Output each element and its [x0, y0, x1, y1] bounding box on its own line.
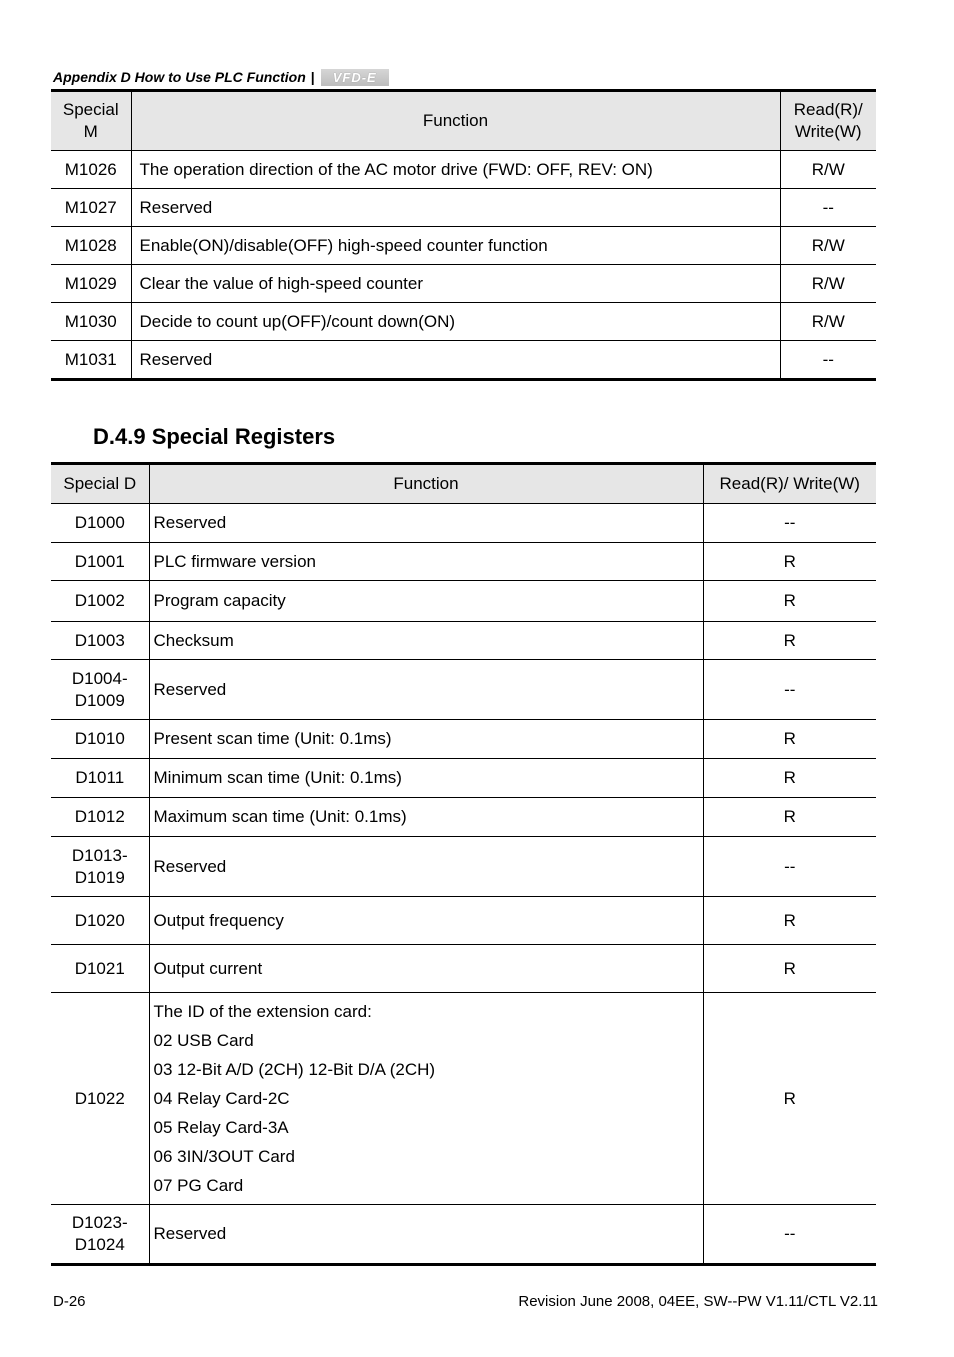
special-d-table [51, 462, 876, 1266]
d-rw: -- [703, 660, 876, 720]
table-row [51, 581, 876, 622]
list-item: 05 Relay Card-3A [153, 1118, 289, 1137]
m-function: Reserved [131, 341, 780, 380]
d-rw: R [703, 993, 876, 1205]
table-row [51, 151, 876, 189]
m-code: M1029 [51, 265, 131, 303]
m-rw: R/W [780, 151, 876, 189]
table-row [51, 897, 876, 945]
d-code: D1001 [51, 543, 149, 581]
d-function: Output current [149, 945, 703, 993]
m-code: M1030 [51, 303, 131, 341]
header-separator: | [310, 69, 315, 85]
table-row [51, 993, 876, 1205]
d-code: D1020 [51, 897, 149, 945]
table-row [51, 341, 876, 380]
page-number: D-26 [53, 1293, 86, 1310]
d-code: D1002 [51, 581, 149, 622]
d-code: D1011 [51, 759, 149, 798]
m-code: M1027 [51, 189, 131, 227]
table-row [51, 189, 876, 227]
table-row [51, 303, 876, 341]
table-row [51, 759, 876, 798]
d-code: D1023- D1024 [51, 1205, 149, 1265]
m-rw: -- [780, 189, 876, 227]
m-code: M1026 [51, 151, 131, 189]
list-item: 03 12-Bit A/D (2CH) 12-Bit D/A (2CH) [153, 1060, 436, 1079]
d-rw: R [703, 798, 876, 837]
header-special-d: Special D [51, 464, 149, 504]
special-m-table [51, 89, 876, 381]
d-function: Reserved [149, 837, 703, 897]
page-header [53, 66, 389, 88]
m-function: Reserved [131, 189, 780, 227]
d-function: Minimum scan time (Unit: 0.1ms) [149, 759, 703, 798]
list-item: 06 3IN/3OUT Card [153, 1147, 295, 1166]
d-rw: R [703, 622, 876, 660]
table-row [51, 265, 876, 303]
m-function: Decide to count up(OFF)/count down(ON) [131, 303, 780, 341]
d-function-list [149, 993, 703, 1205]
d-code: D1013- D1019 [51, 837, 149, 897]
table-row [51, 660, 876, 720]
d-code: D1022 [51, 993, 149, 1205]
d-code: D1010 [51, 720, 149, 759]
m-rw: R/W [780, 227, 876, 265]
header-function: Function [149, 464, 703, 504]
list-item: 07 PG Card [153, 1176, 244, 1195]
d-rw: R [703, 543, 876, 581]
m-code: M1028 [51, 227, 131, 265]
table-row [51, 504, 876, 543]
d-rw: R [703, 945, 876, 993]
d-rw: -- [703, 837, 876, 897]
table-row [51, 543, 876, 581]
section-title: D.4.9 Special Registers [93, 424, 336, 449]
d-function: Checksum [149, 622, 703, 660]
m-function: Enable(ON)/disable(OFF) high-speed counter function [131, 227, 780, 265]
m-rw: -- [780, 341, 876, 380]
table-row [51, 798, 876, 837]
d-function: Reserved [149, 660, 703, 720]
extension-card-title: The ID of the extension card: [153, 1002, 372, 1021]
list-item: 02 USB Card [153, 1031, 254, 1050]
header-title: Appendix D How to Use PLC Function [53, 69, 306, 85]
revision-info: Revision June 2008, 04EE, SW--PW V1.11/CTL V2.11 [518, 1293, 878, 1310]
m-rw: R/W [780, 303, 876, 341]
d-function: Reserved [149, 504, 703, 543]
d-function: Present scan time (Unit: 0.1ms) [149, 720, 703, 759]
d-rw: R [703, 720, 876, 759]
m-function: Clear the value of high-speed counter [131, 265, 780, 303]
d-function: Program capacity [149, 581, 703, 622]
d-rw: R [703, 581, 876, 622]
d-code: D1004- D1009 [51, 660, 149, 720]
d-function: Reserved [149, 1205, 703, 1265]
header-read-write: Read(R)/ Write(W) [780, 91, 876, 151]
d-rw: -- [703, 1205, 876, 1265]
list-item: 04 Relay Card-2C [153, 1089, 290, 1108]
table-row [51, 227, 876, 265]
d-function: Maximum scan time (Unit: 0.1ms) [149, 798, 703, 837]
table-row [51, 837, 876, 897]
table-row [51, 945, 876, 993]
table-row [51, 720, 876, 759]
d-function: Output frequency [149, 897, 703, 945]
d-code: D1003 [51, 622, 149, 660]
d-code: D1000 [51, 504, 149, 543]
table-row [51, 1205, 876, 1265]
d-rw: R [703, 759, 876, 798]
d-code: D1021 [51, 945, 149, 993]
m-code: M1031 [51, 341, 131, 380]
header-function: Function [131, 91, 780, 151]
header-read-write: Read(R)/ Write(W) [703, 464, 876, 504]
vfd-e-logo: VFD-E [321, 69, 389, 86]
d-rw: R [703, 897, 876, 945]
table-row [51, 622, 876, 660]
d-function: PLC firmware version [149, 543, 703, 581]
header-special-m: Special M [51, 91, 131, 151]
d-code: D1012 [51, 798, 149, 837]
m-rw: R/W [780, 265, 876, 303]
m-function: The operation direction of the AC motor drive (FWD: OFF, REV: ON) [131, 151, 780, 189]
d-rw: -- [703, 504, 876, 543]
